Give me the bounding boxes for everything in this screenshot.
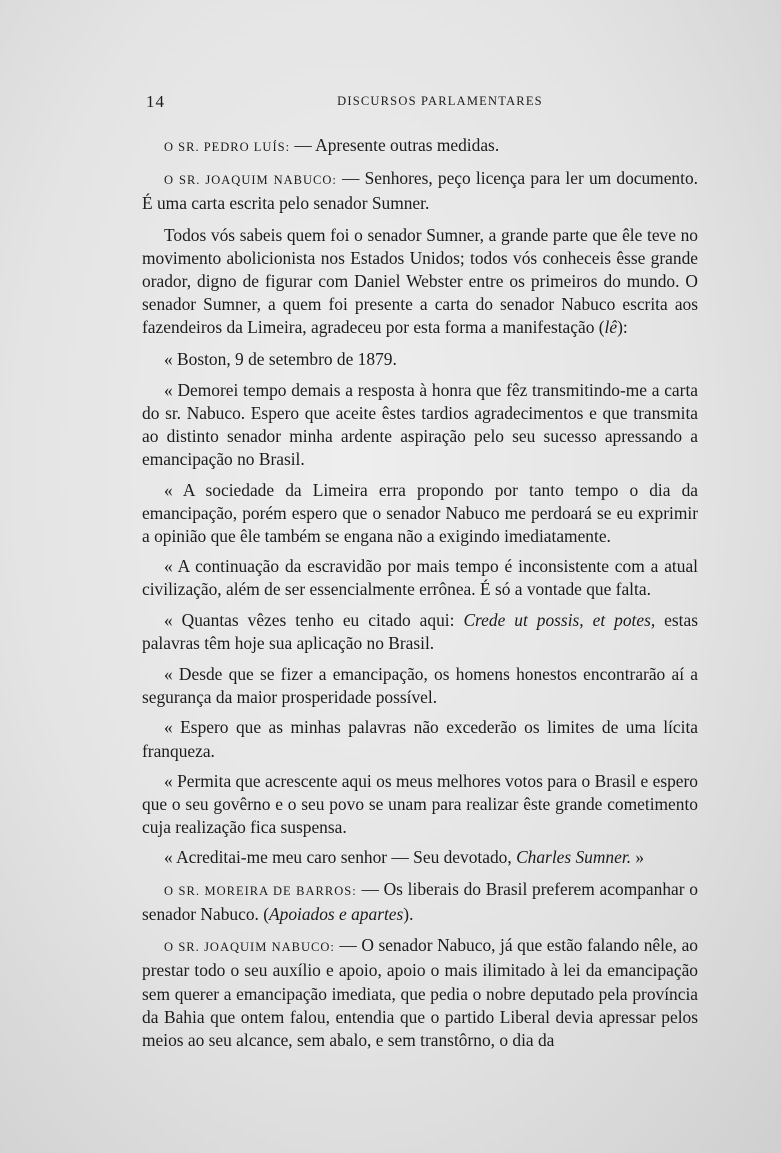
paragraph-text: ): [617,317,628,338]
speaker-name: O SR. JOAQUIM NABUCO: [164,173,337,188]
paragraph-text: « Espero que as minhas palavras não excederão os limites de uma lícita franqueza. [142,717,698,761]
paragraph-letter-5 [142,663,698,709]
paragraph-text: — Os liberais do Brasil preferem acompanhar o senador Nabuco. ( [142,878,698,924]
paragraph-text: « Quantas vêzes tenho eu citado aqui: [164,609,464,630]
paragraph-letter-date [142,348,698,371]
paragraph-text: « A continuação da escravidão por mais tempo é inconsistente com a atual civilização, além de ser essencialmente errônea. É só a vontade que falta. [142,556,698,600]
page-number: 14 [146,92,165,111]
paragraph-text: « Boston, 9 de setembro de 1879. [164,348,397,369]
paragraph-nabuco-1 [142,167,698,215]
italic-text: lê [604,317,618,338]
running-title: DISCURSOS PARLAMENTARES [337,94,543,108]
paragraph-letter-closing [142,846,698,869]
paragraph-text: — Apresente outras medidas. [290,135,500,155]
speaker-name: O SR. PEDRO LUÍS: [164,140,291,154]
italic-text: Charles Sumner. [516,847,632,868]
paragraph-text: « Demorei tempo demais a resposta à honra que fêz transmitindo-me a carta do sr. Nabuco. Espero que aceite êstes tardios agradecimentos e que transmita ao distinto senador minha ardente aspiração pelo seu sucesso apressando a emancipação no Brasil. [142,379,698,470]
paragraph-text: « Desde que se fizer a emancipação, os homens honestos encontrarão aí a segurança da maior prosperidade possível. [142,664,698,708]
paragraph-text: — Senhores, peço licença para ler um documento. É uma carta escrita pelo senador Sumner. [142,168,698,214]
speaker-name: O SR. JOAQUIM NABUCO: [164,940,335,955]
italic-text: Crede ut possis, et potes, [463,609,656,630]
paragraph-nabuco-2 [142,934,698,1052]
paragraph-text: Todos vós sabeis quem foi o senador Sumner, a grande parte que êle teve no movimento abolicionista nos Estados Unidos; todos vós conheceis êsse grande orador, digno de figurar com Daniel Webster entre os primeiros do mundo. O senador Sumner, a quem foi presente a carta do senador Nabuco escrita aos fazendeiros da Limeira, agradeceu por esta forma a manifestação ( [142,224,698,338]
paragraph-letter-3 [142,555,698,601]
paragraph-text: — O senador Nabuco, já que estão falando nêle, ao prestar todo o seu auxílio e apoio, apoio o mais ilimitado à lei da emancipação sem querer a emancipação imediata, que pedia o nobre deputado pela província da Bahia que ontem falou, entendia que o partido Liberal devia apressar pelos meios ao seu alcance, sem abalo, e sem transtôrno, o dia da [142,935,698,1050]
paragraph-text: estas palavras têm hoje sua aplicação no Brasil. [142,609,698,653]
paragraph-text: » [631,847,645,868]
page-header [140,92,700,116]
paragraph-letter-4 [142,609,698,655]
paragraph-moreira-de-barros [142,878,698,926]
paragraph-text: ). [403,903,414,924]
paragraph-letter-7 [142,770,698,840]
speaker-name: O SR. MOREIRA DE BARROS: [164,883,357,898]
paragraph-text: « A sociedade da Limeira erra propondo por tanto tempo o dia da emancipação, porém espero que o senador Nabuco me perdoará se eu exprimir a opinião que êle também se engana não a exigindo imediatamente. [142,479,698,547]
body-text [142,134,698,1060]
paragraph-text: « Acreditai-me meu caro senhor — Seu devotado, [164,847,517,868]
paragraph-pedro-luis [142,134,698,159]
paragraph-letter-2 [142,479,698,549]
paragraph-sumner-intro [142,224,698,340]
paragraph-letter-1 [142,379,698,472]
paragraph-letter-6 [142,716,698,762]
italic-text: Apoiados e apartes [269,903,404,924]
paragraph-text: « Permita que acrescente aqui os meus melhores votos para o Brasil e espero que o seu govêrno e o seu povo se unam para realizar êste grande cometimento cuja realização fica suspensa. [142,770,698,838]
